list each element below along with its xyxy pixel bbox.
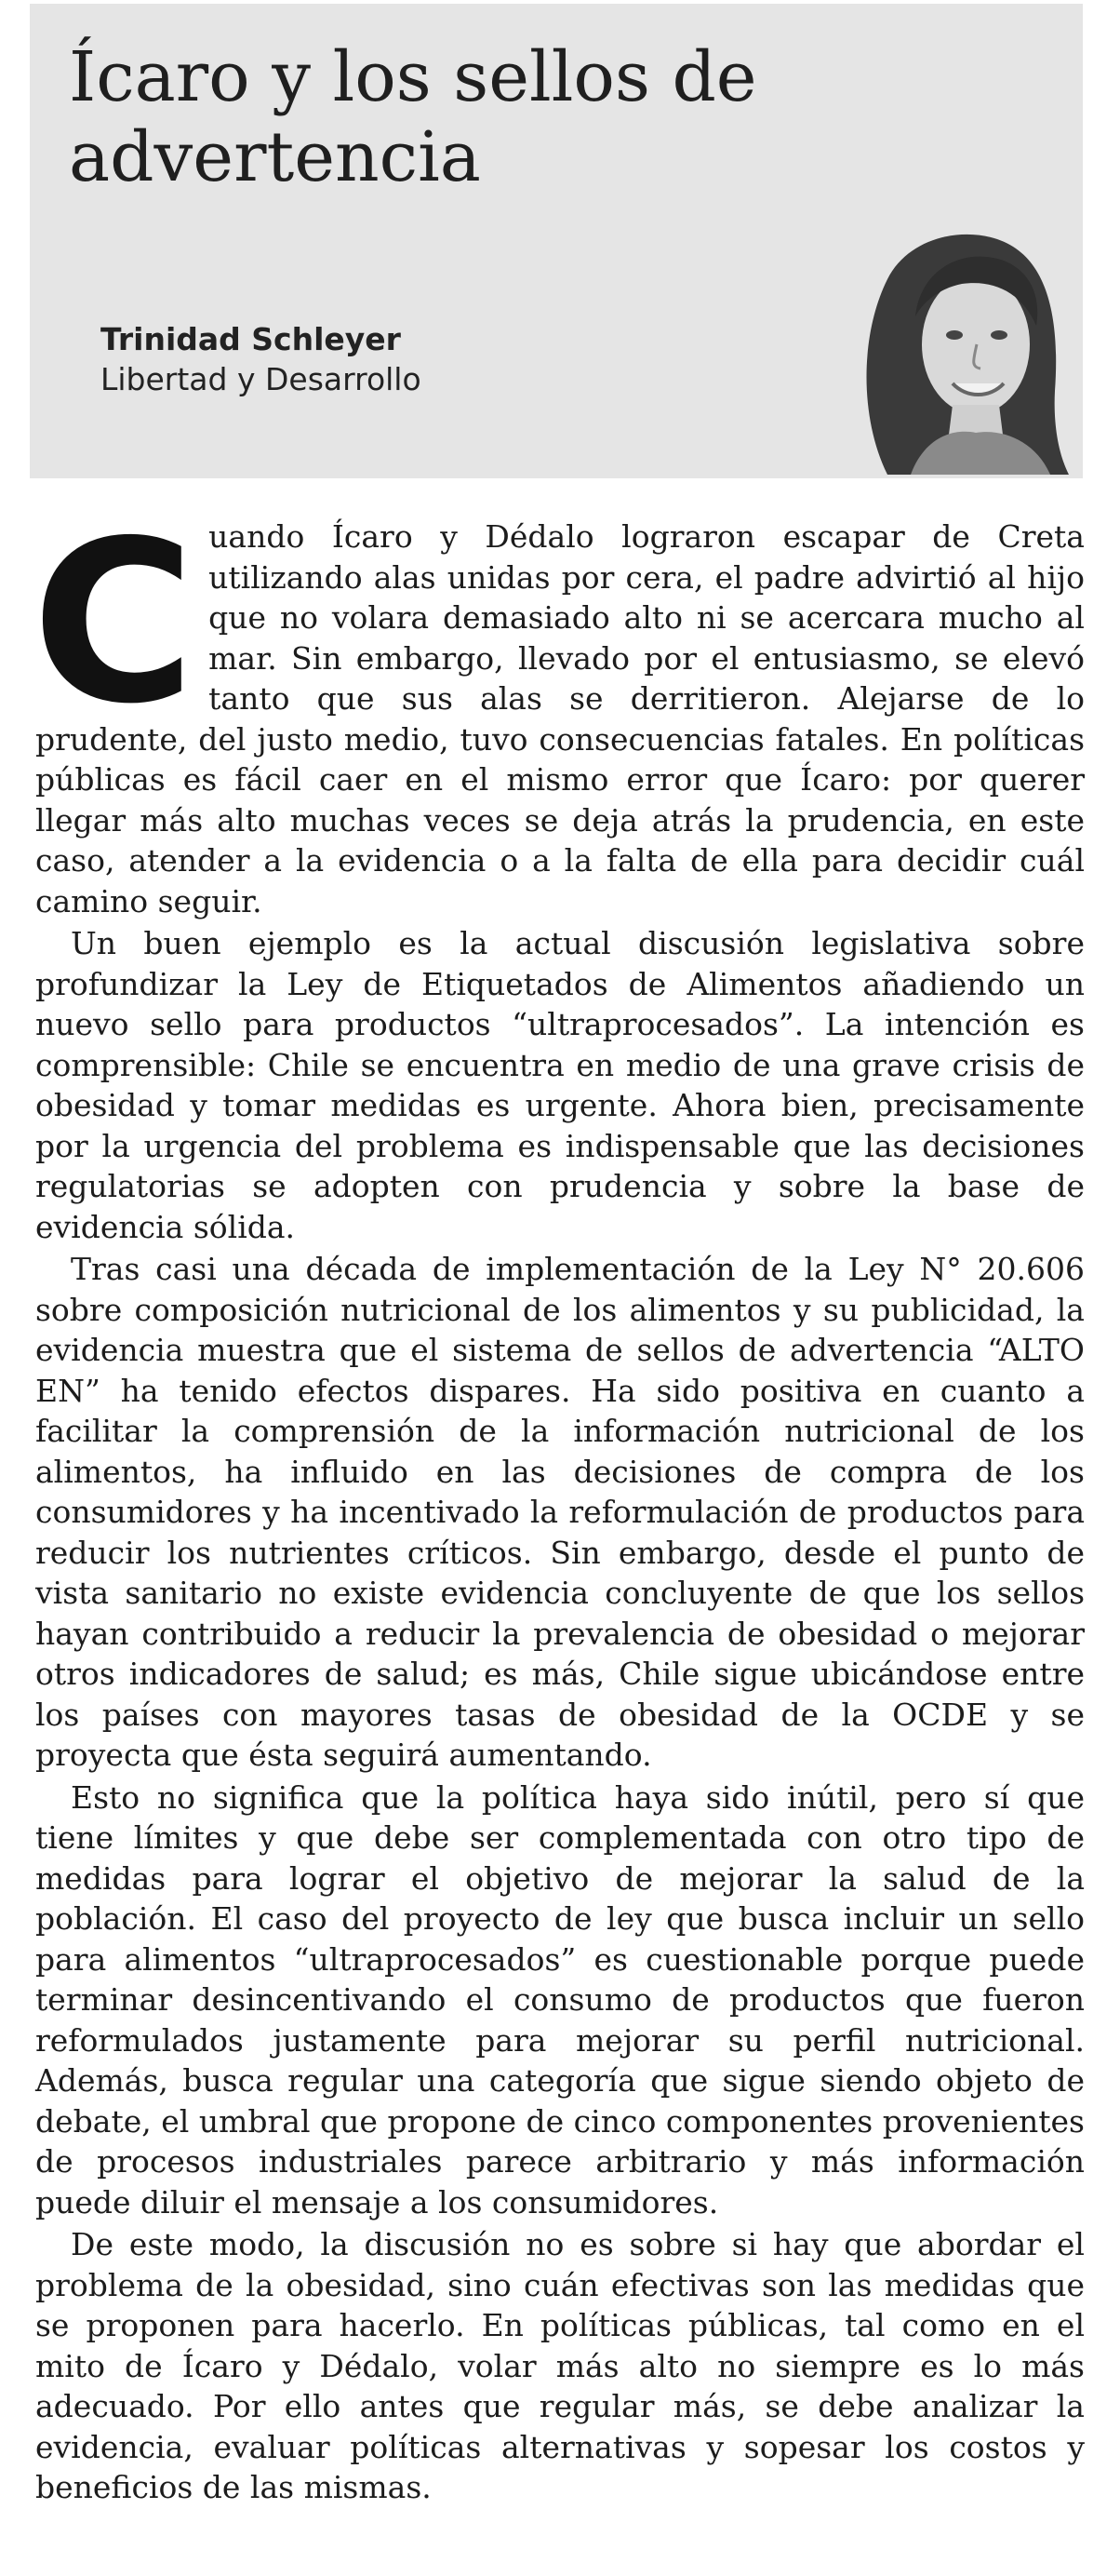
paragraph-text: uando Ícaro y Dédalo lograron escapar de Creta utilizando alas unidas por cera, el padre advirtió al hijo que no volara demasiado alto ni se acercara mucho al mar. Sin embargo, llevado por el entusiasmo, se elevó tanto que sus alas se derritieron. Alejarse de lo prudente, del justo medio, tuvo consecuencias fatales. En políticas públicas es fácil caer en el mismo error que Ícaro: por querer llegar más alto muchas veces se deja atrás la prudencia, en este caso, atender a la evidencia o a la falta de ella para decidir cuál camino seguir. <box>35 518 1085 919</box>
author-portrait <box>822 205 1101 475</box>
article-body <box>32 492 1085 2508</box>
headline: Ícaro y los sellos de advertencia <box>69 37 757 197</box>
article-paragraph: Tras casi una década de implementación de la Ley N° 20.606 sobre composición nutricional de los alimentos y su publicidad, la evidencia muestra que el sistema de sellos de advertencia “ALTO EN” ha tenido efectos dispares. Ha sido positiva en cuanto a facilitar la comprensión de la información nutricional de los alimentos, ha influido en las decisiones de compra de los consumidores y ha incentivado la reformulación de productos para reducir los nutrientes críticos. Sin embargo, desde el punto de vista sanitario no existe evidencia concluyente de que los sellos hayan contribuido a reducir la prevalencia de obesidad o mejorar otros indicadores de salud; es más, Chile sigue ubicándose entre los países con mayores tasas de obesidad de la OCDE y se proyecta que ésta seguirá aumentando. <box>35 1251 1085 1773</box>
author-name: Trinidad Schleyer <box>100 321 401 357</box>
article-paragraph: Un buen ejemplo es la actual discusión legislativa sobre profundizar la Ley de Etiquetados de Alimentos añadiendo un nuevo sello para productos “ultraprocesados”. La intención es comprensible: Chile se encuentra en medio de una grave crisis de obesidad y tomar medidas es urgente. Ahora bien, precisamente por la urgencia del problema es indispensable que las decisiones regulatorias se adopten con prudencia y sobre la base de evidencia sólida. <box>35 925 1085 1245</box>
article-paragraph: Esto no significa que la política haya sido inútil, pero sí que tiene límites y que debe ser complementada con otro tipo de medidas para lograr el objetivo de mejorar la salud de la población. El caso del proyecto de ley que busca incluir un sello para alimentos “ultraprocesados” es cuestionable porque puede terminar desincentivando el consumo de productos que fueron reformulados justamente para mejorar su perfil nutricional. Además, busca regular una categoría que sigue siendo objeto de debate, el umbral que propone de cinco componentes provenientes de procesos industriales parece arbitrario y más información puede diluir el mensaje a los consumidores. <box>35 1778 1085 2220</box>
author-organization: Libertad y Desarrollo <box>100 361 421 397</box>
article-paragraph <box>32 492 1085 921</box>
drop-cap: C <box>32 492 196 753</box>
article-paragraph: De este modo, la discusión no es sobre si hay que abordar el problema de la obesidad, sino cuán efectivas son las medidas que se proponen para hacerlo. En políticas públicas, tal como en el mito de Ícaro y Dédalo, volar más alto no siempre es lo más adecuado. Por ello antes que regular más, se debe analizar la evidencia, evaluar políticas alternativas y sopesar los costos y beneficios de las mismas. <box>35 2226 1085 2505</box>
